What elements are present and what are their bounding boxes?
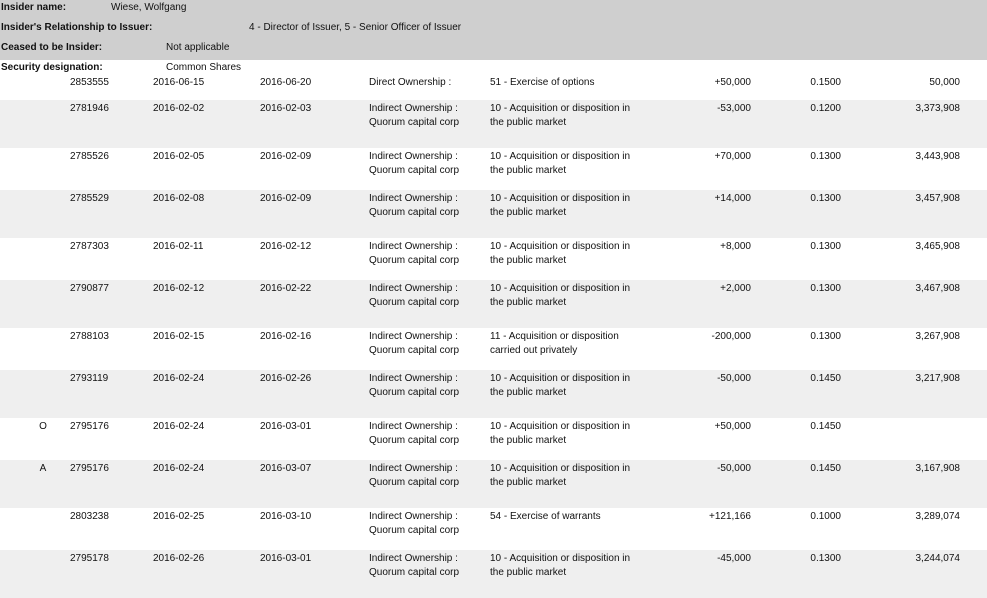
unit-price-line: 0.1300 <box>810 283 841 294</box>
transaction-nature <box>490 282 630 310</box>
ownership-type-line: Quorum capital corp <box>369 207 460 218</box>
insider-name: Wiese, Wolfgang <box>111 2 187 13</box>
transaction-date-line: 2016-02-11 <box>153 241 204 252</box>
transaction-id <box>70 372 108 386</box>
closing-balance-line: 3,217,908 <box>915 373 960 384</box>
transaction-id-line: 2795178 <box>70 553 109 564</box>
amendment-flag <box>36 462 50 476</box>
ownership-type-line: Quorum capital corp <box>369 477 460 488</box>
transaction-id-line: 2793119 <box>70 373 109 384</box>
unit-price <box>780 76 841 90</box>
ownership-type-line: Quorum capital corp <box>369 297 460 308</box>
ownership-type-line: Indirect Ownership : <box>369 331 458 342</box>
closing-balance <box>860 150 960 164</box>
transaction-id <box>70 462 109 476</box>
transaction-id <box>70 76 109 90</box>
transaction-nature <box>490 102 630 130</box>
filing-date <box>260 150 311 164</box>
ownership-type-line: Quorum capital corp <box>369 345 460 356</box>
transaction-id-line: 2803238 <box>70 511 109 522</box>
unit-price-line: 0.1200 <box>810 103 841 114</box>
transaction-date <box>153 192 204 206</box>
security-designation-label: Security designation: <box>1 62 103 73</box>
unit-price <box>780 330 841 344</box>
transaction-nature-line: 10 - Acquisition or disposition in <box>490 151 631 162</box>
ownership-type <box>369 192 459 220</box>
number-of-securities-line: -50,000 <box>717 373 751 384</box>
filing-date-line: 2016-03-07 <box>260 463 312 474</box>
number-of-securities-line: -45,000 <box>717 553 751 564</box>
transaction-id-line: 2795176 <box>70 421 109 432</box>
ownership-type <box>369 552 459 580</box>
unit-price-line: 0.1300 <box>810 241 841 252</box>
unit-price <box>780 510 841 524</box>
filing-date-line: 2016-02-03 <box>260 103 312 114</box>
transaction-nature-line: 10 - Acquisition or disposition in <box>490 193 631 204</box>
transaction-nature-line: 10 - Acquisition or disposition in <box>490 373 631 384</box>
transaction-nature-line: the public market <box>490 165 567 176</box>
number-of-securities-line: -50,000 <box>717 463 751 474</box>
filing-date-line: 2016-02-22 <box>260 283 312 294</box>
filing-date <box>260 420 311 434</box>
transaction-id <box>70 240 109 254</box>
unit-price <box>780 192 841 206</box>
number-of-securities-line: +8,000 <box>720 241 751 252</box>
ownership-type-line: Direct Ownership : <box>369 77 452 88</box>
transaction-nature <box>490 372 630 400</box>
transaction-date-line: 2016-02-24 <box>153 463 205 474</box>
number-of-securities-line: +50,000 <box>714 77 751 88</box>
transaction-nature <box>490 150 630 178</box>
transaction-date-line: 2016-02-02 <box>153 103 205 114</box>
transaction-date <box>153 240 203 254</box>
filing-date <box>260 372 311 386</box>
table-row <box>0 238 987 280</box>
ownership-type-line: Quorum capital corp <box>369 567 460 578</box>
transaction-id-line: 2788103 <box>70 331 109 342</box>
unit-price-line: 0.1000 <box>810 511 841 522</box>
transaction-date-line: 2016-02-15 <box>153 331 205 342</box>
transaction-nature-line: 54 - Exercise of warrants <box>490 511 601 522</box>
transaction-date-line: 2016-02-26 <box>153 553 205 564</box>
filing-date <box>260 76 311 90</box>
ownership-type <box>369 150 459 178</box>
ownership-type-line: Indirect Ownership : <box>369 193 458 204</box>
number-of-securities <box>660 240 751 254</box>
transaction-nature-line: 10 - Acquisition or disposition in <box>490 103 631 114</box>
transaction-date-line: 2016-02-12 <box>153 283 205 294</box>
closing-balance-line: 3,244,074 <box>915 553 960 564</box>
transaction-nature-line: the public market <box>490 477 567 488</box>
ownership-type <box>369 102 459 130</box>
unit-price <box>780 372 841 386</box>
number-of-securities <box>660 420 751 434</box>
transaction-nature-line: 10 - Acquisition or disposition in <box>490 283 631 294</box>
ceased-value: Not applicable <box>166 42 230 53</box>
unit-price-line: 0.1500 <box>810 77 841 88</box>
transaction-id-line: 2853555 <box>70 77 109 88</box>
filing-date <box>260 552 311 566</box>
closing-balance <box>860 102 960 116</box>
closing-balance <box>860 510 960 524</box>
ownership-type-line: Quorum capital corp <box>369 255 460 266</box>
transaction-nature <box>490 420 630 448</box>
transaction-id-line: 2781946 <box>70 103 109 114</box>
unit-price-line: 0.1450 <box>810 463 841 474</box>
closing-balance-line: 3,457,908 <box>915 193 960 204</box>
table-row <box>0 280 987 328</box>
transaction-nature <box>490 76 595 90</box>
closing-balance <box>860 240 960 254</box>
transaction-date <box>153 150 204 164</box>
transaction-nature <box>490 552 630 580</box>
transaction-nature <box>490 192 630 220</box>
transaction-id-line: 2785526 <box>70 151 109 162</box>
ownership-type <box>369 330 459 358</box>
filing-date <box>260 282 311 296</box>
filing-date-line: 2016-02-09 <box>260 151 312 162</box>
number-of-securities <box>660 372 751 386</box>
unit-price <box>780 240 841 254</box>
transaction-date <box>153 552 204 566</box>
closing-balance <box>860 462 960 476</box>
number-of-securities <box>660 330 751 344</box>
ownership-type-line: Indirect Ownership : <box>369 463 458 474</box>
number-of-securities-line: +121,166 <box>709 511 751 522</box>
transaction-date <box>153 282 204 296</box>
transaction-nature-line: 10 - Acquisition or disposition in <box>490 463 631 474</box>
unit-price <box>780 462 841 476</box>
transaction-id <box>70 102 109 116</box>
transaction-date <box>153 102 204 116</box>
ownership-type-line: Indirect Ownership : <box>369 241 458 252</box>
transaction-date <box>153 76 204 90</box>
table-row <box>0 418 987 460</box>
transaction-id <box>70 330 109 344</box>
ownership-type-line: Indirect Ownership : <box>369 151 458 162</box>
number-of-securities-line: +2,000 <box>720 283 751 294</box>
transaction-date-line: 2016-02-24 <box>153 421 205 432</box>
number-of-securities-line: -200,000 <box>711 331 751 342</box>
unit-price-line: 0.1300 <box>810 193 841 204</box>
closing-balance-line: 3,167,908 <box>915 463 960 474</box>
ownership-type-line: Indirect Ownership : <box>369 373 458 384</box>
transaction-date <box>153 510 204 524</box>
transaction-id <box>70 420 109 434</box>
filing-date <box>260 462 311 476</box>
transaction-date-line: 2016-02-25 <box>153 511 205 522</box>
filing-date-line: 2016-02-16 <box>260 331 312 342</box>
transaction-id-line: 2787303 <box>70 241 109 252</box>
ownership-type-line: Quorum capital corp <box>369 525 460 536</box>
closing-balance <box>860 552 960 566</box>
amendment-flag <box>36 420 50 434</box>
table-row <box>0 190 987 238</box>
filing-date-line: 2016-03-10 <box>260 511 312 522</box>
number-of-securities <box>660 76 751 90</box>
ownership-type-line: Quorum capital corp <box>369 435 460 446</box>
ownership-type <box>369 372 459 400</box>
unit-price <box>780 150 841 164</box>
number-of-securities <box>660 282 751 296</box>
ownership-type-line: Quorum capital corp <box>369 387 460 398</box>
ownership-type-line: Indirect Ownership : <box>369 421 458 432</box>
unit-price-line: 0.1300 <box>810 331 841 342</box>
filing-date-line: 2016-03-01 <box>260 421 312 432</box>
closing-balance-line: 3,373,908 <box>915 103 960 114</box>
filing-date <box>260 102 311 116</box>
transaction-date <box>153 330 204 344</box>
transaction-id-line: 2795176 <box>70 463 109 474</box>
security-designation-value: Common Shares <box>166 62 242 73</box>
table-row <box>0 508 987 550</box>
insider-header <box>0 0 987 60</box>
unit-price <box>780 420 841 434</box>
ceased-label: Ceased to be Insider: <box>1 42 103 53</box>
transaction-nature-line: 51 - Exercise of options <box>490 77 595 88</box>
number-of-securities-line: +14,000 <box>714 193 751 204</box>
transaction-nature <box>490 330 619 358</box>
transaction-id-line: 2785529 <box>70 193 109 204</box>
transaction-date-line: 2016-02-24 <box>153 373 205 384</box>
number-of-securities <box>660 192 751 206</box>
filing-date <box>260 240 311 254</box>
transaction-nature-line: the public market <box>490 207 567 218</box>
number-of-securities-line: +70,000 <box>714 151 751 162</box>
filing-date-line: 2016-06-20 <box>260 77 312 88</box>
amendment-flag-line: O <box>39 421 47 432</box>
number-of-securities <box>660 102 751 116</box>
transaction-nature-line: 10 - Acquisition or disposition in <box>490 241 631 252</box>
transaction-nature-line: the public market <box>490 567 567 578</box>
table-row <box>0 370 987 418</box>
table-row <box>0 100 987 148</box>
ownership-type-line: Indirect Ownership : <box>369 283 458 294</box>
unit-price <box>780 552 841 566</box>
table-row <box>0 328 987 370</box>
closing-balance <box>860 282 960 296</box>
closing-balance <box>860 192 960 206</box>
transaction-id <box>70 552 109 566</box>
unit-price <box>780 282 841 296</box>
relationship-label: Insider's Relationship to Issuer: <box>1 22 153 33</box>
closing-balance <box>860 372 960 386</box>
ownership-type-line: Quorum capital corp <box>369 165 460 176</box>
number-of-securities-line: +50,000 <box>714 421 751 432</box>
unit-price-line: 0.1300 <box>810 553 841 564</box>
table-row <box>0 460 987 508</box>
number-of-securities-line: -53,000 <box>717 103 751 114</box>
filing-date <box>260 192 311 206</box>
closing-balance-line: 50,000 <box>929 77 960 88</box>
ownership-type-line: Indirect Ownership : <box>369 103 458 114</box>
number-of-securities <box>660 462 751 476</box>
ownership-type-line: Indirect Ownership : <box>369 553 458 564</box>
closing-balance-line: 3,467,908 <box>915 283 960 294</box>
filing-date-line: 2016-02-12 <box>260 241 312 252</box>
transaction-nature-line: the public market <box>490 297 567 308</box>
transaction-id-line: 2790877 <box>70 283 109 294</box>
transaction-id <box>70 510 109 524</box>
transaction-date <box>153 420 204 434</box>
ownership-type-line: Indirect Ownership : <box>369 511 458 522</box>
filing-date-line: 2016-02-09 <box>260 193 312 204</box>
unit-price-line: 0.1450 <box>810 421 841 432</box>
transaction-id <box>70 192 109 206</box>
filing-date-line: 2016-03-01 <box>260 553 312 564</box>
transaction-nature <box>490 462 630 490</box>
transaction-date-line: 2016-02-05 <box>153 151 205 162</box>
transaction-nature <box>490 240 630 268</box>
closing-balance-line: 3,267,908 <box>915 331 960 342</box>
number-of-securities <box>660 552 751 566</box>
ownership-type <box>369 420 459 448</box>
transaction-nature-line: the public market <box>490 435 567 446</box>
transaction-nature-line: 10 - Acquisition or disposition in <box>490 553 631 564</box>
number-of-securities <box>660 150 751 164</box>
table-row <box>0 550 987 598</box>
transaction-nature-line: the public market <box>490 117 567 128</box>
closing-balance <box>860 76 960 90</box>
transaction-date-line: 2016-02-08 <box>153 193 205 204</box>
filing-date <box>260 510 311 524</box>
transaction-nature-line: carried out privately <box>490 345 578 356</box>
closing-balance-line: 3,443,908 <box>915 151 960 162</box>
filing-date-line: 2016-02-26 <box>260 373 312 384</box>
transaction-date <box>153 372 204 386</box>
insider-name-label: Insider name: <box>1 2 67 13</box>
transaction-date-line: 2016-06-15 <box>153 77 205 88</box>
ownership-type <box>369 240 459 268</box>
table-row <box>0 148 987 190</box>
closing-balance-line: 3,465,908 <box>915 241 960 252</box>
unit-price-line: 0.1300 <box>810 151 841 162</box>
transaction-id <box>70 150 109 164</box>
unit-price-line: 0.1450 <box>810 373 841 384</box>
closing-balance-line: 3,289,074 <box>915 511 960 522</box>
transaction-nature-line: 11 - Acquisition or disposition <box>490 331 619 342</box>
transaction-nature-line: the public market <box>490 387 567 398</box>
amendment-flag-line: A <box>39 463 47 474</box>
number-of-securities <box>660 510 751 524</box>
closing-balance <box>860 330 960 344</box>
transaction-id <box>70 282 109 296</box>
transaction-nature <box>490 510 601 524</box>
table-row <box>0 74 987 100</box>
transaction-nature-line: 10 - Acquisition or disposition in <box>490 421 631 432</box>
ownership-type <box>369 282 459 310</box>
relationship-value: 4 - Director of Issuer, 5 - Senior Officer of Issuer <box>249 22 462 33</box>
ownership-type <box>369 510 459 538</box>
transaction-nature-line: the public market <box>490 255 567 266</box>
unit-price <box>780 102 841 116</box>
ownership-type <box>369 462 459 490</box>
ownership-type <box>369 76 451 90</box>
ownership-type-line: Quorum capital corp <box>369 117 460 128</box>
transaction-date <box>153 462 204 476</box>
filing-date <box>260 330 311 344</box>
